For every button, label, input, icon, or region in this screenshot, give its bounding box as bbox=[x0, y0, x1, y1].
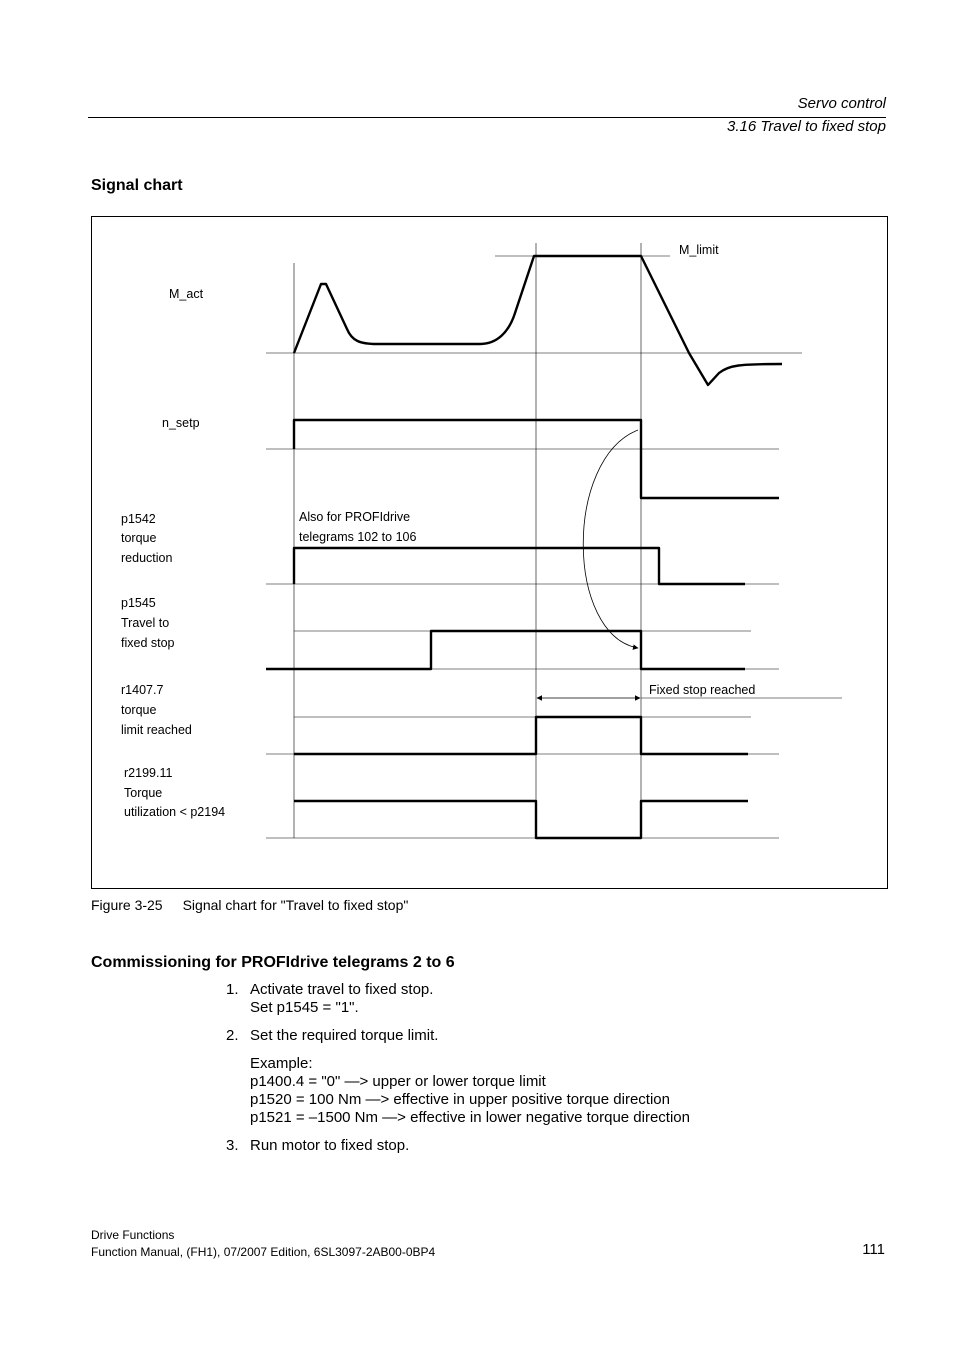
step-1-number: 1. bbox=[226, 981, 239, 998]
step-2-number: 2. bbox=[226, 1027, 239, 1044]
cause-effect-arrow bbox=[583, 430, 638, 648]
label-p1545-line2: Travel to bbox=[121, 616, 170, 630]
label-p1542-line3: reduction bbox=[121, 551, 173, 565]
signal-chart-heading: Signal chart bbox=[91, 177, 183, 194]
r2199-trace bbox=[294, 801, 748, 838]
example-label: Example: bbox=[250, 1055, 313, 1072]
example-line-1: p1400.4 = "0" —> upper or lower torque limit bbox=[250, 1073, 546, 1090]
step-1-line1: Activate travel to fixed stop. bbox=[250, 981, 434, 998]
label-p1545-line3: fixed stop bbox=[121, 636, 175, 650]
label-n-setp: n_setp bbox=[162, 416, 200, 430]
header-rule bbox=[88, 117, 886, 118]
signal-chart-diagram bbox=[92, 217, 887, 888]
annotation-profidrive-line2: telegrams 102 to 106 bbox=[299, 530, 417, 544]
step-3-number: 3. bbox=[226, 1137, 239, 1154]
label-r2199-line1: r2199.11 bbox=[124, 766, 173, 780]
step-1-line2: Set p1545 = "1". bbox=[250, 999, 359, 1016]
p1542-trace bbox=[294, 548, 745, 584]
label-r1407-line3: limit reached bbox=[121, 723, 192, 737]
label-r2199-line3: utilization < p2194 bbox=[124, 805, 226, 819]
signal-chart-figure bbox=[91, 216, 888, 889]
annotation-fixed-stop-reached: Fixed stop reached bbox=[649, 683, 756, 697]
example-line-2: p1520 = 100 Nm —> effective in upper positive torque direction bbox=[250, 1091, 670, 1108]
p1545-trace bbox=[266, 631, 745, 669]
label-m-act: M_act bbox=[169, 287, 204, 301]
label-r1407-line2: torque bbox=[121, 703, 157, 717]
step-2 bbox=[226, 1027, 439, 1045]
header-subsection: 3.16 Travel to fixed stop bbox=[727, 118, 886, 135]
header-section: Servo control bbox=[797, 95, 886, 112]
step-2-line1: Set the required torque limit. bbox=[250, 1027, 439, 1044]
figure-title: Signal chart for "Travel to fixed stop" bbox=[182, 897, 409, 913]
step-1 bbox=[226, 981, 434, 1016]
footer-title: Drive Functions bbox=[91, 1228, 175, 1242]
figure-caption bbox=[91, 897, 408, 913]
label-p1545-line1: p1545 bbox=[121, 596, 156, 610]
step-1-text bbox=[250, 981, 433, 1017]
annotation-m-limit: M_limit bbox=[679, 243, 719, 257]
commissioning-heading: Commissioning for PROFIdrive telegrams 2 to 6 bbox=[91, 954, 455, 971]
footer-edition: Function Manual, (FH1), 07/2007 Edition, 6SL3097-2AB00-0BP4 bbox=[91, 1245, 436, 1259]
label-r2199-line2: Torque bbox=[124, 786, 163, 800]
step-3 bbox=[226, 1137, 410, 1155]
m-act-trace bbox=[294, 256, 782, 385]
label-r1407-line1: r1407.7 bbox=[121, 683, 164, 697]
example-block bbox=[250, 1055, 690, 1127]
example-line-3: p1521 = –1500 Nm —> effective in lower negative torque direction bbox=[250, 1109, 690, 1126]
annotation-profidrive-line1: Also for PROFIdrive bbox=[299, 510, 411, 524]
label-p1542-line1: p1542 bbox=[121, 512, 156, 526]
n-setp-trace bbox=[294, 420, 779, 498]
step-3-line1: Run motor to fixed stop. bbox=[250, 1137, 410, 1154]
page-number: 111 bbox=[862, 1241, 885, 1258]
figure-number: Figure 3-25 bbox=[91, 897, 163, 913]
r1407-trace bbox=[294, 717, 748, 754]
label-p1542-line2: torque bbox=[121, 531, 157, 545]
